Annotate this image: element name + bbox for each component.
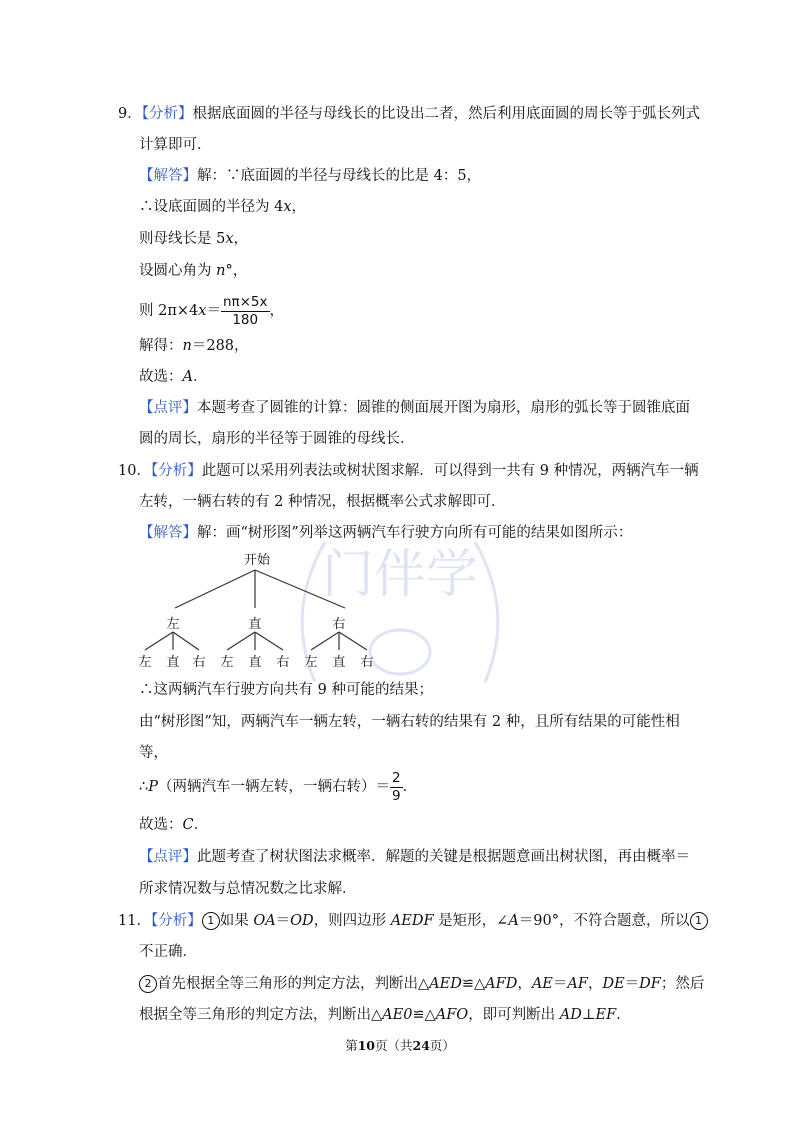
q11-b2-v1: AE0 xyxy=(382,1007,413,1023)
tree-l2-1: 左 xyxy=(138,655,152,670)
q10-comment-line-2 xyxy=(139,879,357,899)
circled-number-1: 1 xyxy=(202,912,220,930)
q9-answer-line-4 xyxy=(139,261,247,281)
q9-l2-pre: ∴设底面圆的半径为 4 xyxy=(139,199,284,215)
q10-comment-line-1 xyxy=(139,847,690,867)
q9-answer-line-2 xyxy=(139,197,306,217)
q11-a1-mid: ，则四边形 xyxy=(313,913,391,929)
q11-b2-v4: EF xyxy=(595,1007,617,1023)
q11-b1-sep2: ， xyxy=(587,976,603,992)
q9-l6-post: ＝288， xyxy=(191,338,249,354)
q9-l5-post: ， xyxy=(269,303,285,319)
q11-a1-mid2: 是矩形，∠ xyxy=(433,913,509,929)
q11-b1-v2: AFD xyxy=(485,976,518,992)
q10-fraction-numerator: 2 xyxy=(392,769,401,786)
q9-answer-line-1 xyxy=(139,166,481,186)
q11-b1-eq2: ＝ xyxy=(624,976,640,992)
q9-answer-line-3 xyxy=(139,229,248,249)
q10-l5-var: P xyxy=(148,779,158,795)
q11-number: 11． xyxy=(118,913,151,929)
q10-analysis-text-2: 左转，一辆右转的有 2 种情况，根据概率公式求解即可． xyxy=(139,494,506,510)
q10-answer-text-4: 等， xyxy=(139,745,168,761)
q10-answer-line-1 xyxy=(139,523,632,543)
q11-b1-v5: DE xyxy=(602,976,625,992)
q11-a1-v3: AEDF xyxy=(390,913,434,929)
q11-b2-perp: ⊥ xyxy=(581,1007,596,1023)
q11-a1-pre: 如果 xyxy=(219,913,254,929)
q9-l3-pre: 则母线长是 5 xyxy=(139,231,226,247)
q11-b1-v4: AF xyxy=(567,976,588,992)
q11-a1-v2: OD xyxy=(290,913,314,929)
page-total: 24 xyxy=(412,1038,430,1053)
q9-fraction-numerator: nπ×5x xyxy=(222,293,268,310)
q10-l6-pre: 故选： xyxy=(139,817,183,833)
q9-answer-tag: 【解答】 xyxy=(139,168,197,184)
q11-analysis-line-1 xyxy=(118,911,708,931)
q9-comment-line-2 xyxy=(139,429,415,449)
q11-a1-v4: A xyxy=(508,913,519,929)
tree-root-label: 开始 xyxy=(243,553,271,568)
q10-answer-line-5 xyxy=(139,768,417,806)
q11-b1-v3: AE xyxy=(531,976,553,992)
q11-a1-post: ＝90°，不符合题意，所以 xyxy=(518,913,690,929)
q10-answer-tag: 【解答】 xyxy=(139,525,197,541)
q11-b2-mid: ，即可判断出 xyxy=(468,1007,560,1023)
q9-analysis-text-2: 计算即可． xyxy=(139,137,212,153)
q9-analysis-tag: 【分析】 xyxy=(141,106,193,122)
footer-mid: 页（共 xyxy=(374,1038,413,1053)
q9-comment-text-1: 本题考查了圆锥的计算：圆锥的侧面展开图为扇形，扇形的弧长等于圆锥底面 xyxy=(197,400,690,416)
tree-l2-8: 直 xyxy=(332,655,346,670)
q10-l5-mid: （两辆汽车一辆左转，一辆右转）＝ xyxy=(158,779,390,795)
q9-l6-pre: 解得： xyxy=(139,338,183,354)
q10-answer-text-1: 解：画“树形图”列举这两辆汽车行驶方向所有可能的结果如图所示： xyxy=(197,525,633,541)
q9-answer-line-7 xyxy=(139,367,207,387)
q11-b1-cong: ≌△ xyxy=(461,976,486,992)
tree-l1-right: 右 xyxy=(332,617,346,632)
q9-comment-tag: 【点评】 xyxy=(139,400,197,416)
q10-comment-tag: 【点评】 xyxy=(139,849,197,865)
q9-l4-var: n xyxy=(216,263,226,279)
q9-l3-post: ， xyxy=(233,231,249,247)
q9-analysis-line-1 xyxy=(118,104,700,124)
tree-edge-root-right xyxy=(255,570,345,608)
q10-answer-line-4 xyxy=(139,743,168,763)
tree-l1-straight: 直 xyxy=(248,617,262,632)
q9-l2-post: ， xyxy=(291,199,307,215)
q10-analysis-line-2 xyxy=(139,492,505,512)
q9-analysis-text-1: 根据底面圆的半径与母线长的比设出二者，然后利用底面圆的周长等于弧长列式 xyxy=(192,106,700,122)
q9-l2-var: x xyxy=(283,199,292,215)
q10-answer-line-6 xyxy=(139,815,208,835)
q9-answer-line-5 xyxy=(139,292,284,330)
circled-number-2: 2 xyxy=(139,975,157,993)
q9-answer-line-6 xyxy=(139,336,249,356)
q11-b1-eq1: ＝ xyxy=(552,976,568,992)
q10-answer-text-2: ∴这两辆汽车行驶方向共有 9 种可能的结果； xyxy=(139,682,433,698)
q11-analysis-line-4 xyxy=(139,1005,631,1025)
q11-analysis-line-3 xyxy=(139,974,704,994)
q9-l4-pre: 设圆心角为 xyxy=(139,263,217,279)
q9-comment-text-2: 圆的周长，扇形的半径等于圆锥的母线长． xyxy=(139,431,415,447)
q10-comment-text-2: 所求情况数与总情况数之比求解． xyxy=(139,881,357,897)
q11-b2-v3: AD xyxy=(559,1007,582,1023)
q9-l4-post: °， xyxy=(225,263,248,279)
q11-b1-v1: AED xyxy=(429,976,462,992)
q9-l7-post: ． xyxy=(192,369,208,385)
q9-fraction-denominator: 180 xyxy=(232,311,259,328)
tree-l2-9: 右 xyxy=(360,655,374,670)
tree-l2-5: 直 xyxy=(248,655,262,670)
footer-pre: 第 xyxy=(345,1038,358,1053)
q10-l5-post: ． xyxy=(402,779,418,795)
q9-l7-var: A xyxy=(182,369,193,385)
q11-analysis-line-2 xyxy=(139,942,197,962)
q11-a1-eq: ＝ xyxy=(275,913,291,929)
q10-fraction-denominator: 9 xyxy=(392,787,401,804)
watermark-text: 门伴学 xyxy=(321,545,479,605)
tree-diagram xyxy=(135,548,395,673)
tree-edge-root-left xyxy=(175,570,255,608)
q10-fraction xyxy=(390,770,403,805)
q11-analysis-tag: 【分析】 xyxy=(150,913,202,929)
q9-comment-line-1 xyxy=(139,398,690,418)
q10-answer-line-2 xyxy=(139,680,433,700)
q11-a1-v1: OA xyxy=(253,913,276,929)
q10-analysis-line-1 xyxy=(118,461,699,481)
q10-analysis-tag: 【分析】 xyxy=(150,463,202,479)
q11-b1-sep1: ， xyxy=(517,976,532,992)
q11-b1-pre: 首先根据全等三角形的判定方法，判断出△ xyxy=(157,976,430,992)
q9-number: 9． xyxy=(118,106,142,122)
q10-comment-text-1: 此题考查了树状图法求概率．解题的关键是根据题意画出树状图，再由概率＝ xyxy=(197,849,690,865)
q10-l6-var: C xyxy=(182,817,194,833)
q9-fraction xyxy=(221,294,270,329)
q11-b1-v6: DF xyxy=(639,976,661,992)
q9-l7-pre: 故选： xyxy=(139,369,183,385)
q9-l5-pre: 则 2π×4 xyxy=(139,303,199,319)
circled-number-1-ref: 1 xyxy=(690,912,708,930)
q11-b1-post: ；然后 xyxy=(660,976,705,992)
q11-b2-cong: ≌△ xyxy=(412,1007,436,1023)
q11-b2-v2: AFO xyxy=(435,1007,469,1023)
q9-l5-var: x xyxy=(198,303,207,319)
q10-number: 10． xyxy=(118,463,151,479)
tree-l2-6: 右 xyxy=(276,655,290,670)
q9-l6-var: n xyxy=(182,338,192,354)
tree-l2-3: 右 xyxy=(192,655,206,670)
tree-l1-left: 左 xyxy=(166,617,180,632)
q9-l3-var: x xyxy=(225,231,234,247)
footer-post: 页） xyxy=(429,1038,455,1053)
tree-l2-7: 左 xyxy=(304,655,318,670)
q9-answer-text-1: 解：∵底面圆的半径与母线长的比是 4：5， xyxy=(197,168,482,184)
q10-answer-line-3 xyxy=(139,712,680,732)
tree-l2-4: 左 xyxy=(220,655,234,670)
q9-l5-eq: ＝ xyxy=(206,303,221,319)
q11-b2-pre: 根据全等三角形的判定方法，判断出△ xyxy=(139,1007,383,1023)
q10-analysis-text-1: 此题可以采用列表法或树状图求解．可以得到一共有 9 种情况，两辆汽车一辆 xyxy=(201,463,699,479)
q11-b2-post: ． xyxy=(616,1007,631,1023)
tree-l2-2: 直 xyxy=(166,655,180,670)
page-footer xyxy=(0,1036,800,1054)
page-number: 10 xyxy=(357,1038,375,1053)
q11-analysis-text-2: 不正确． xyxy=(139,944,197,960)
q10-answer-text-3: 由“树形图”知，两辆汽车一辆左转，一辆右转的结果有 2 种，且所有结果的可能性相 xyxy=(139,714,680,730)
q10-l6-post: ． xyxy=(193,817,209,833)
q10-l5-pre: ∴ xyxy=(139,779,149,795)
q9-analysis-line-2 xyxy=(139,135,212,155)
